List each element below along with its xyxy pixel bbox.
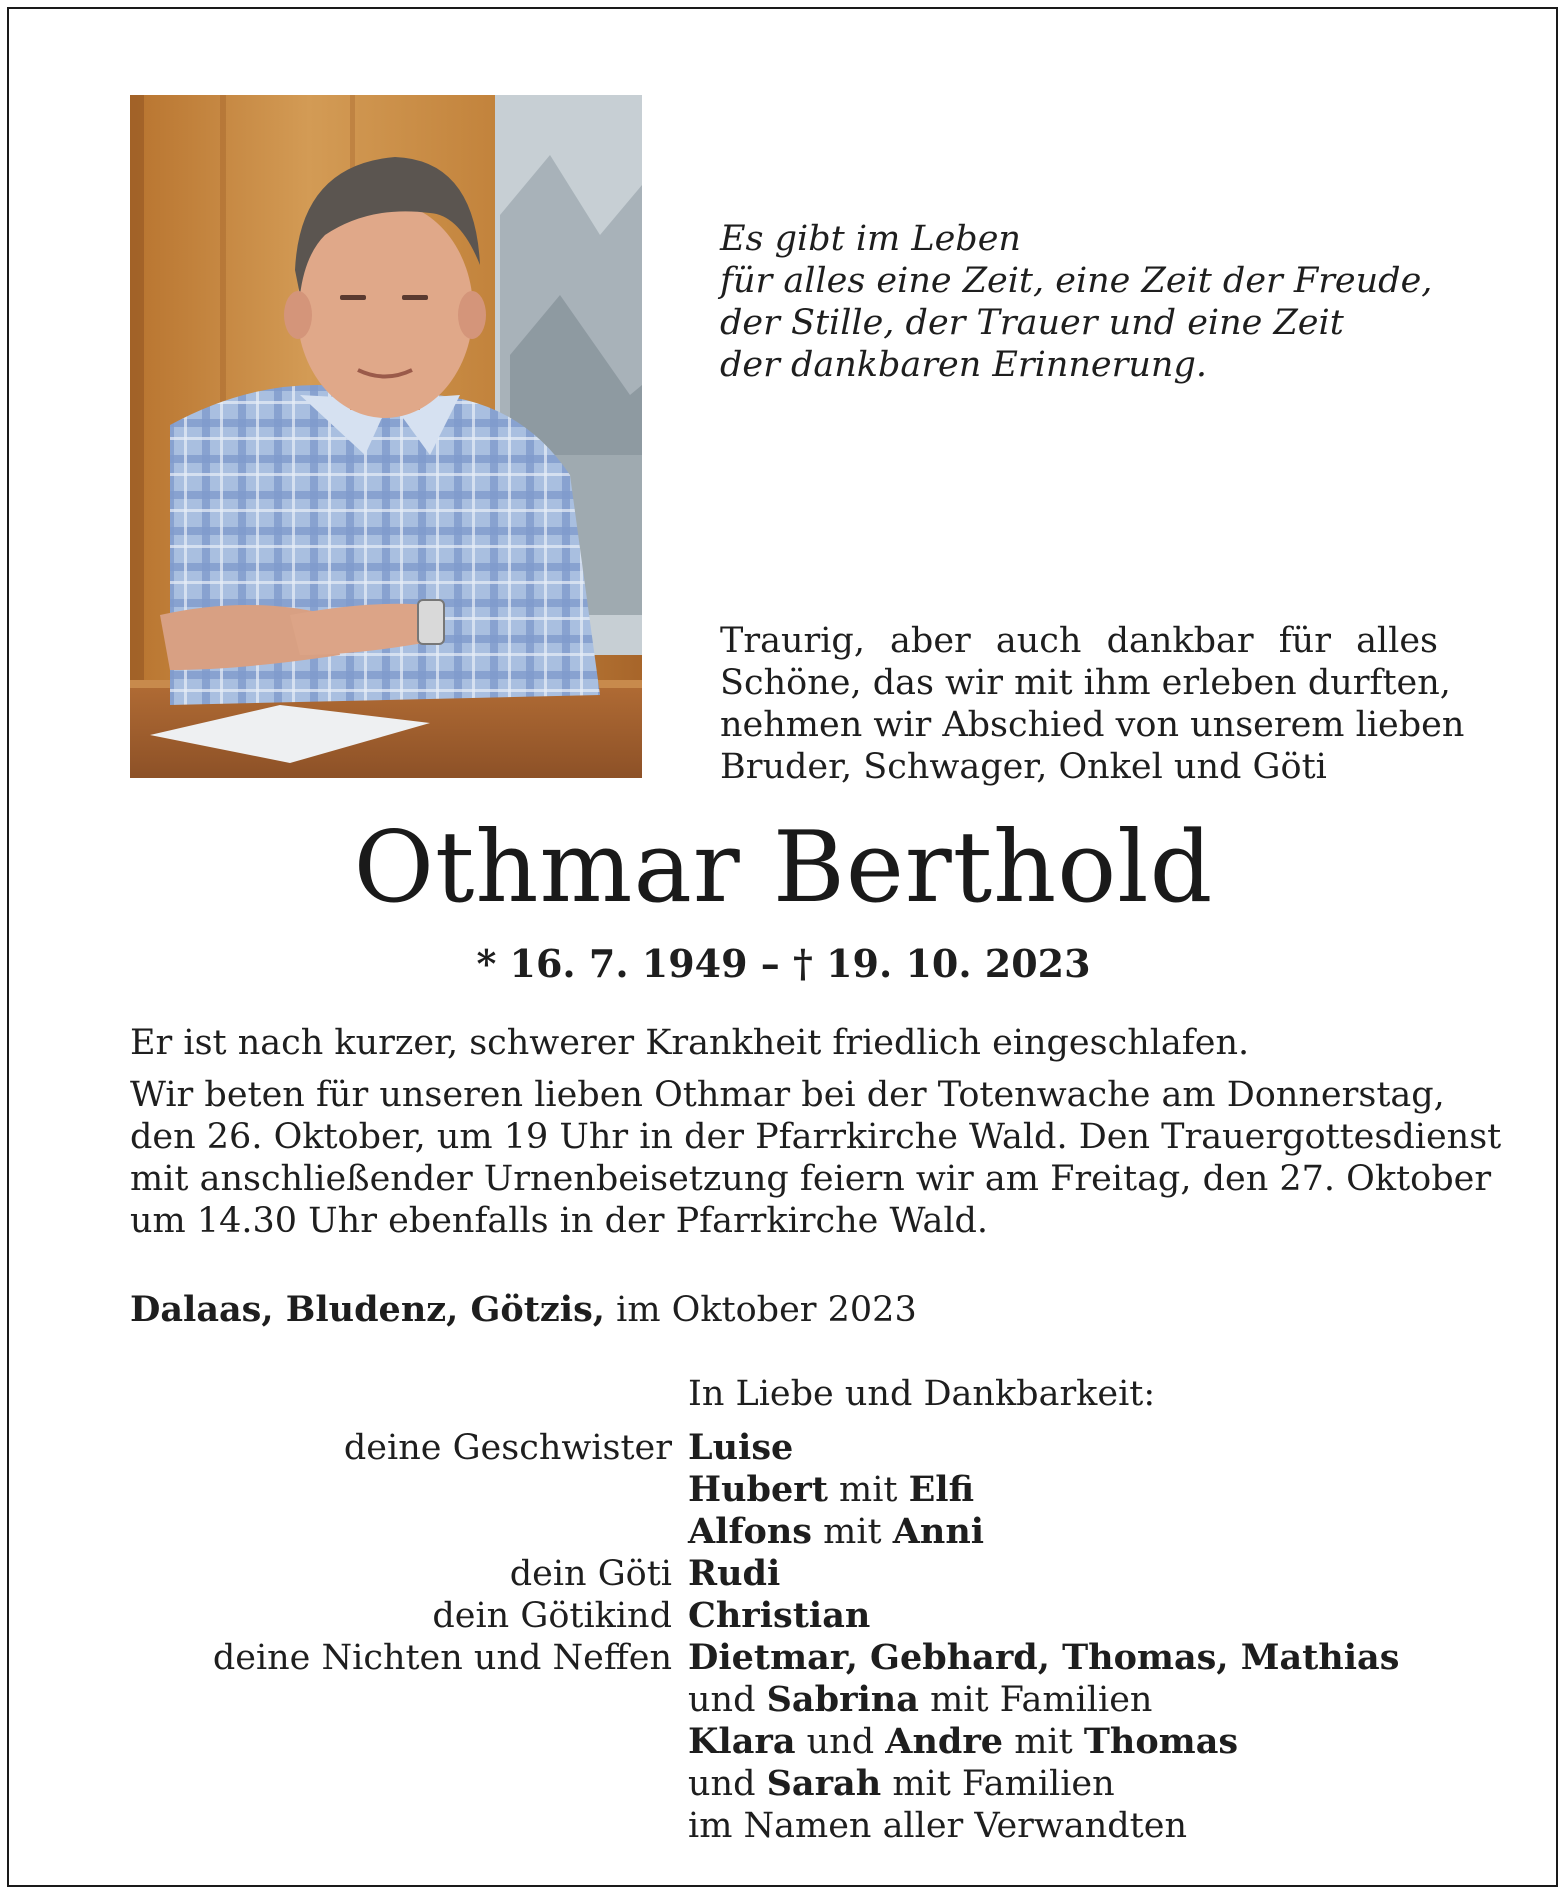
intro-line: Schöne, das wir mit ihm erleben durften, [720, 663, 1451, 703]
person-name: Sarah [766, 1763, 882, 1804]
relation-names [688, 1679, 1152, 1721]
relation-names [688, 1595, 870, 1637]
relatives-line: im Namen aller Verwandten [688, 1806, 1187, 1846]
person-name: Christian [688, 1595, 871, 1636]
relation-names [688, 1553, 780, 1595]
portrait-illustration [130, 95, 642, 778]
portrait-photo [130, 95, 642, 778]
quote-line: Es gibt im Leben [720, 219, 1021, 259]
relation-names [688, 1511, 984, 1553]
person-name: Thomas [1083, 1721, 1239, 1762]
connector-text: und [688, 1764, 756, 1804]
family-list [0, 1427, 1567, 1847]
announcement-body [130, 1022, 1502, 1242]
person-name: Hubert [688, 1469, 828, 1510]
relation-label: deine Nichten und Neffen [212, 1638, 672, 1678]
relation-label: dein Göti [509, 1554, 672, 1594]
relation-names [688, 1427, 793, 1469]
quote-line: der Stille, der Trauer und eine Zeit [720, 303, 1344, 343]
body-paragraph-2 [130, 1074, 1502, 1242]
closing-line: In Liebe und Dankbarkeit: [688, 1374, 1156, 1414]
family-row [0, 1637, 1567, 1679]
family-row [0, 1511, 1567, 1553]
relation-label: deine Geschwister [343, 1428, 672, 1468]
family-row [0, 1427, 1567, 1469]
family-row [0, 1595, 1567, 1637]
place-locations: Dalaas, Bludenz, Götzis, [130, 1289, 605, 1330]
intro-text [720, 620, 1465, 788]
family-row [0, 1805, 1567, 1847]
person-name: Elfi [908, 1469, 975, 1510]
relation-label: dein Götikind [432, 1596, 672, 1636]
person-name: Luise [688, 1427, 794, 1468]
relation-names [688, 1637, 1399, 1679]
connector-text: mit Familien [930, 1680, 1153, 1720]
quote-line: der dankbaren Erinnerung. [720, 345, 1207, 385]
body-line: um 14.30 Uhr ebenfalls in der Pfarrkirche Wald. [130, 1201, 989, 1241]
person-name: Andre [885, 1721, 1004, 1762]
deceased-name: Othmar Berthold [353, 811, 1214, 925]
connector-text: und [688, 1680, 756, 1720]
person-name: Klara [688, 1721, 796, 1762]
memorial-quote [720, 218, 1432, 386]
family-row [0, 1553, 1567, 1595]
intro-line: Traurig, aber auch dankbar für alles [720, 621, 1438, 661]
relation-names [688, 1469, 974, 1511]
connector-text: mit [839, 1470, 898, 1510]
intro-line: Bruder, Schwager, Onkel und Göti [720, 747, 1327, 787]
body-line: den 26. Oktober, um 19 Uhr in der Pfarrkirche Wald. Den Trauergottesdienst [130, 1117, 1502, 1157]
body-line: Wir beten für unseren lieben Othmar bei der Totenwache am Donnerstag, [130, 1075, 1445, 1115]
family-row [0, 1679, 1567, 1721]
place-and-date [130, 1289, 917, 1331]
connector-text: mit [823, 1512, 882, 1552]
relation-names [688, 1763, 1115, 1805]
person-name: Rudi [688, 1553, 781, 1594]
person-name: Sabrina [766, 1679, 919, 1720]
life-dates: * 16. 7. 1949 – † 19. 10. 2023 [476, 941, 1091, 986]
family-row [0, 1721, 1567, 1763]
quote-line: für alles eine Zeit, eine Zeit der Freude, [720, 261, 1433, 301]
person-names: Dietmar, Gebhard, Thomas, Mathias [688, 1637, 1400, 1678]
connector-text: mit [1014, 1722, 1073, 1762]
body-paragraph-1: Er ist nach kurzer, schwerer Krankheit friedlich eingeschlafen. [130, 1023, 1250, 1063]
connector-text: und [806, 1722, 875, 1762]
person-name: Alfons [688, 1511, 813, 1552]
intro-line: nehmen wir Abschied von unserem lieben [720, 705, 1465, 745]
connector-text: mit Familien [892, 1764, 1115, 1804]
body-line: mit anschließender Urnenbeisetzung feiern wir am Freitag, den 27. Oktober [130, 1159, 1492, 1199]
relation-names [688, 1721, 1238, 1763]
family-row [0, 1763, 1567, 1805]
family-row [0, 1469, 1567, 1511]
person-name: Anni [892, 1511, 985, 1552]
place-date: im Oktober 2023 [616, 1290, 917, 1330]
